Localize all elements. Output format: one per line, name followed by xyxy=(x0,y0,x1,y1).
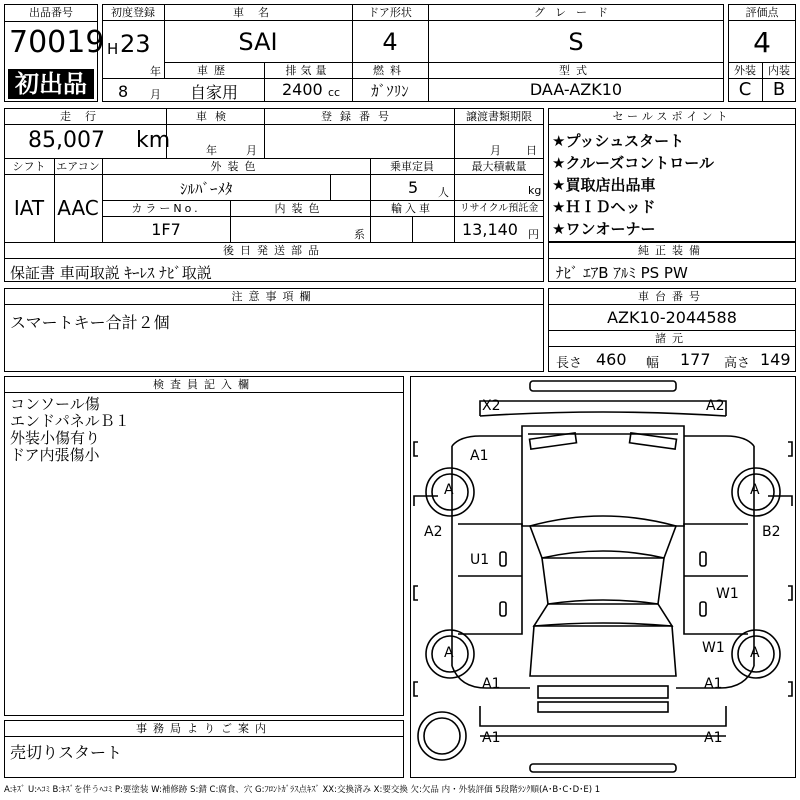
disp-label: 排気量 xyxy=(285,64,331,77)
lot-number: 70019 xyxy=(9,25,105,60)
inspector-line: 外装小傷有り xyxy=(10,429,101,447)
mark-a1-rr: A1 xyxy=(704,676,723,692)
first-listing-badge: 初出品 xyxy=(8,69,94,99)
grade-label: グレード xyxy=(534,6,618,19)
chassis-label: 車台番号 xyxy=(638,290,706,303)
transfer-month-unit: 月 xyxy=(490,144,501,157)
insp-year-unit: 年 xyxy=(206,144,217,157)
score-label: 評価点 xyxy=(745,6,779,19)
car-outline xyxy=(410,376,796,778)
equipment: ﾅﾋﾞ ｴｱB ｱﾙﾐ PS PW xyxy=(556,264,688,282)
mark-x2: X2 xyxy=(482,398,501,414)
mark-a2-left: A2 xyxy=(424,524,443,540)
name-label: 車名 xyxy=(233,6,283,19)
inspector-line: コンソール傷 xyxy=(10,395,100,413)
month-unit: 月 xyxy=(150,88,161,101)
mileage-label: 走行 xyxy=(60,110,110,123)
later-parts: 保証書 車両取説 ｷｰﾚｽ ﾅﾋﾞ取説 xyxy=(10,264,212,282)
inspector-label: 検査員記入欄 xyxy=(153,378,255,391)
mark-a-fl: A xyxy=(444,482,454,498)
fuel-label: 燃料 xyxy=(373,64,407,77)
regno-label: 登録番号 xyxy=(321,110,397,123)
capacity-unit: 人 xyxy=(438,186,449,199)
transfer-day-unit: 日 xyxy=(526,144,537,157)
door-count: 4 xyxy=(382,28,398,56)
mark-w1-right: W1 xyxy=(716,586,739,602)
office-label: 事務局よりご案内 xyxy=(136,722,272,735)
history: 自家用 xyxy=(189,83,238,102)
year-unit: 年 xyxy=(150,65,161,78)
mark-b2-right: B2 xyxy=(762,524,781,540)
width-label: 幅 xyxy=(646,356,660,371)
reg-month: 8 xyxy=(118,82,129,101)
capacity-label: 乗車定員 xyxy=(390,160,434,173)
office-note: 売切りスタート xyxy=(10,743,123,762)
width: 177 xyxy=(680,350,711,369)
recycle-label: リサイクル預託金 xyxy=(459,203,539,214)
legend: A:ｷｽﾞ U:ﾍｺﾐ B:ｷｽﾞを伴うﾍｺﾐ P:要塗装 W:補修跡 S:錆 C:腐食、穴 G:ﾌﾛﾝﾄｶﾞﾗｽ点ｷｽﾞ XX:交換済み X:要交換 欠:欠品 内・外装評価 5段階ﾗﾝｸ順(A･B･C･D･E) 1 xyxy=(4,785,601,795)
mark-u1: U1 xyxy=(470,552,490,568)
mark-a-fr: A xyxy=(750,482,760,498)
mark-a-rr: A xyxy=(750,645,760,661)
load-unit: kg xyxy=(528,184,542,197)
height: 149 xyxy=(760,350,791,369)
shift: IAT xyxy=(13,196,45,220)
recycle-unit: 円 xyxy=(528,228,539,241)
model-label: 型式 xyxy=(559,64,593,77)
sales-point: ★ＨＩＤヘッド xyxy=(552,198,656,216)
door-label: ドア形状 xyxy=(368,6,412,19)
sales-label: セールスポイント xyxy=(612,110,732,123)
car-name: SAI xyxy=(238,28,278,56)
shift-label: シフト xyxy=(12,160,46,173)
grade: S xyxy=(568,28,584,56)
interior-label: 内装色 xyxy=(274,202,326,215)
displacement: 2400 xyxy=(282,80,323,99)
capacity: 5 xyxy=(408,178,419,197)
length: 460 xyxy=(596,350,627,369)
sales-point: ★買取店出品車 xyxy=(552,176,656,194)
ac-label: エアコン xyxy=(56,160,100,173)
recycle: 13,140 xyxy=(462,220,518,239)
length-label: 長さ xyxy=(556,356,583,371)
colorno-label: カラーNo. xyxy=(131,202,201,215)
sales-point: ★クルーズコントロール xyxy=(552,154,714,172)
inspector-line: エンドパネルＢ１ xyxy=(10,412,130,430)
mark-w1-rear: W1 xyxy=(702,640,725,656)
era: H xyxy=(107,40,119,58)
mark-a1-bl: A1 xyxy=(482,730,501,746)
spec-label: 諸元 xyxy=(655,332,689,345)
score: 4 xyxy=(753,26,771,59)
insp-month-unit: 月 xyxy=(246,144,257,157)
mark-a1-front: A1 xyxy=(470,448,489,464)
ext-label: 外装 xyxy=(734,64,756,77)
disp-unit: cc xyxy=(328,86,341,99)
inspection-label: 車検 xyxy=(196,110,234,123)
lot-label: 出品番号 xyxy=(29,6,73,19)
interior-unit: 系 xyxy=(354,228,365,241)
notes-label: 注意事項欄 xyxy=(231,290,317,303)
notes: スマートキー合計２個 xyxy=(10,313,170,332)
sales-point: ★ワンオーナー xyxy=(552,220,656,238)
later-label: 後日発送部品 xyxy=(223,244,325,257)
load-label: 最大積載量 xyxy=(471,160,527,173)
chassis-number: AZK10-2044588 xyxy=(607,308,737,327)
color: ｼﾙﾊﾞｰﾒﾀ xyxy=(180,180,233,198)
equipment-label: 純正装備 xyxy=(638,244,706,257)
transfer-label: 譲渡書類期限 xyxy=(466,110,532,123)
import-label: 輸入車 xyxy=(391,202,433,215)
color-label: 外装色 xyxy=(210,160,262,173)
mileage-unit: km xyxy=(136,128,171,153)
history-label: 車歴 xyxy=(197,64,231,77)
lot-box xyxy=(4,4,105,102)
int-grade: B xyxy=(772,79,786,100)
model: DAA-AZK10 xyxy=(529,80,623,99)
height-label: 高さ xyxy=(724,356,751,371)
color-no: 1F7 xyxy=(151,220,181,239)
inspector-line: ドア内張傷小 xyxy=(10,446,100,464)
ext-grade: C xyxy=(738,79,752,100)
ac: AAC xyxy=(57,196,99,220)
fuel: ｶﾞｿﾘﾝ xyxy=(371,82,409,100)
int-label: 内装 xyxy=(768,64,790,77)
reg-year: 23 xyxy=(120,30,151,58)
sales-point: ★プッシュスタート xyxy=(552,132,685,150)
reg-label: 初度登録 xyxy=(111,6,155,19)
mileage: 85,007 xyxy=(28,128,105,153)
mark-a-rl: A xyxy=(444,645,454,661)
mark-a1-rl: A1 xyxy=(482,676,501,692)
mark-a2-top: A2 xyxy=(706,398,725,414)
mark-a1-br: A1 xyxy=(704,730,723,746)
